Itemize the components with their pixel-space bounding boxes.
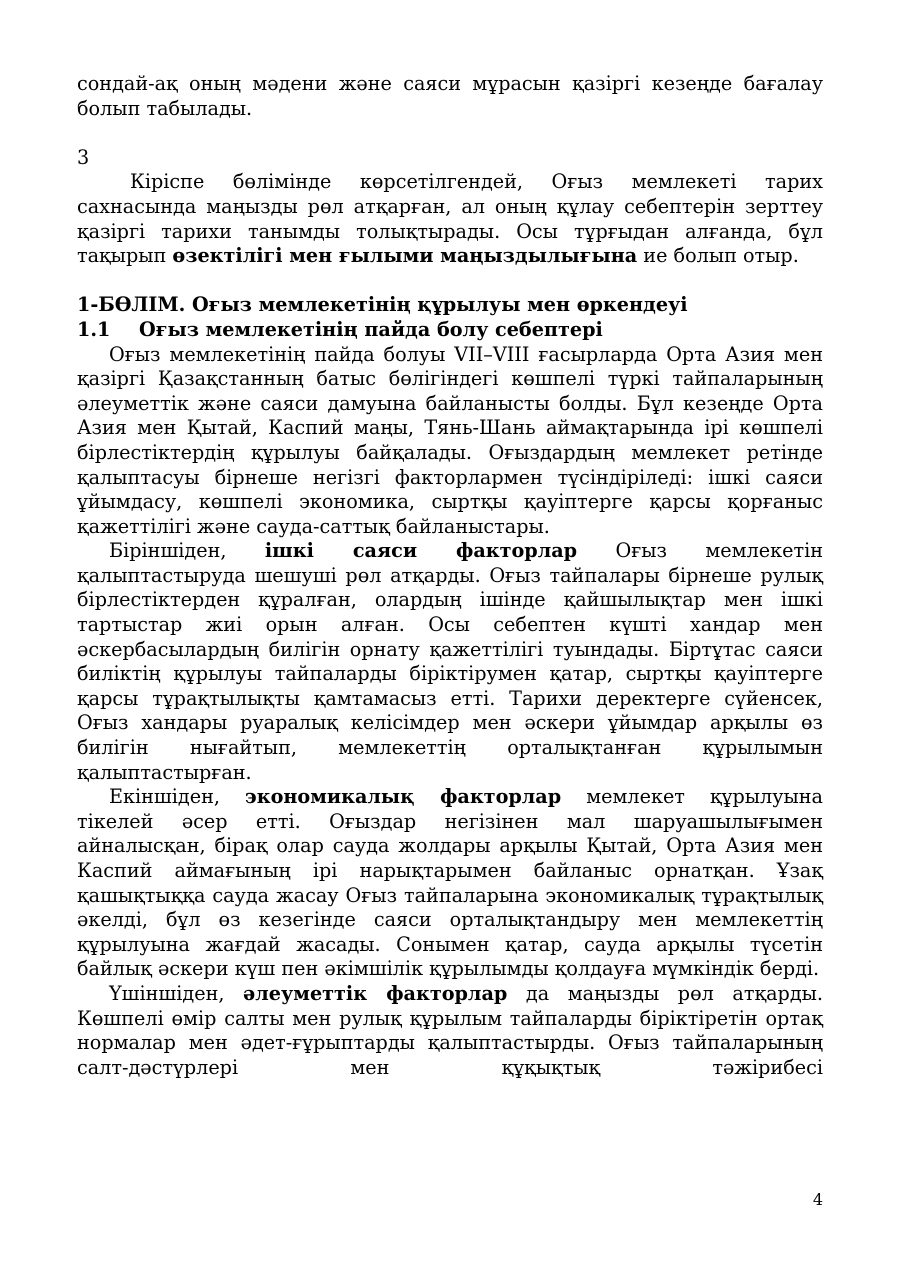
document-page xyxy=(77,72,823,1080)
para4-end: да маңызды рөл атқарды. Көшпелі өмір салты мен рулық құрылым тайпаларды біріктіретін ортақ нормалар мен әдет-ғұрыптарды қалыптастырды. Оғыз тайпаларының салт-дәстүрлері мен құқықтық тәжірибесі xyxy=(77,981,823,1079)
page-number: 4 xyxy=(812,1190,823,1209)
para2-end: Оғыз мемлекетін қалыптастыруда шешуші рөл атқарды. Оғыз тайпалары бірнеше рулық бірлестіктерден құралған, олардың ішінде қайшылықтар мен ішкі тартыстар жиі орын алған. Осы себептен күшті хандар мен әскербасылардың билігін орнату қажеттілігі туындады. Біртұтас саяси биліктің құрылуы тайпаларды біріктірумен қатар, сыртқы қауіптерге қарсы тұрақтылықты қамтамасыз етті. Тарихи деректерге сүйенсек, Оғыз хандары руаралық келісімдер мен әскери ұйымдар арқылы өз билігін нығайтып, мемлекеттің орталықтанған құрылымын қалыптастырған. xyxy=(77,539,823,784)
spacer xyxy=(77,269,823,294)
section-title: 1-БӨЛІМ. Оғыз мемлекетінің құрылуы мен өркендеуі xyxy=(77,293,688,317)
body-paragraph-2 xyxy=(77,539,823,785)
body-paragraph-1: Оғыз мемлекетінің пайда болуы VII–VIII ғасырларда Орта Азия мен қазіргі Қазақстанның батыс бөлігіндегі көшпелі түркі тайпаларының әлеуметтік және саяси дамуына байланысты болды. Бұл кезеңде Орта Азия мен Қытай, Каспий маңы, Тянь-Шань аймақтарында ірі көшпелі бірлестіктердің құрылуы байқалады. Оғыздардың мемлекет ретінде қалыптасуы бірнеше негізгі факторлармен түсіндіріледі: ішкі саяси ұйымдасу, көшпелі экономика, сыртқы қауіптерге қарсы қорғаныс қажеттілігі және сауда-саттық байланыстары. xyxy=(77,342,823,538)
intro-paragraph xyxy=(77,170,823,268)
subsection-number: 1.1 xyxy=(77,317,111,341)
body-paragraph-4 xyxy=(77,982,823,1080)
para3-start: Екіншіден, xyxy=(109,785,246,809)
intro-text-end: ие болып отыр. xyxy=(637,244,799,268)
body-paragraph-3 xyxy=(77,785,823,982)
footnote-marker: 3 xyxy=(77,145,90,169)
intro-bold-phrase: өзектілігі мен ғылыми маңыздылығына xyxy=(172,244,638,268)
para4-start: Үшіншіден, xyxy=(109,981,244,1005)
para3-end: мемлекет құрылуына тікелей әсер етті. Оғыздар негізінен мал шаруашылығымен айналысқан, бірақ олар сауда жолдары арқылы Қытай, Орта Азия мен Каспий аймағының ірі нарықтарымен байланыс орнатқан. Ұзақ қашықтыққа сауда жасау Оғыз тайпаларына экономикалық тұрақтылық әкелді, бұл өз кезегінде саяси орталықтандыру мен мемлекеттің құрылуына жағдай жасады. Сонымен қатар, сауда арқылы түсетін байлық әскери күш пен әкімшілік құрылымды қолдауға мүмкіндік берді. xyxy=(77,785,823,981)
para2-bold-phrase: ішкі саяси факторлар xyxy=(264,539,578,563)
subsection-title-text: Оғыз мемлекетінің пайда болу себептері xyxy=(139,317,603,341)
para2-start: Біріншіден, xyxy=(109,539,265,563)
subsection-title xyxy=(77,318,823,343)
intro-tail-paragraph: сондай-ақ оның мәдени және саяси мұрасын қазіргі кезеңде бағалау болып табылады. xyxy=(77,72,823,120)
para4-bold-phrase: әлеуметтік факторлар xyxy=(243,981,508,1005)
intro-text-start: Кіріспе бөлімінде көрсетілгендей, Оғыз мемлекеті тарих сахнасында маңызды рөл атқарған, ал оның құлау себептерін зерттеу қазіргі тарихи танымды толықтырады. Осы тұрғыдан алғанда, бұл тақырып xyxy=(77,170,823,268)
spacer xyxy=(77,121,823,146)
para3-bold-phrase: экономикалық факторлар xyxy=(245,785,562,809)
